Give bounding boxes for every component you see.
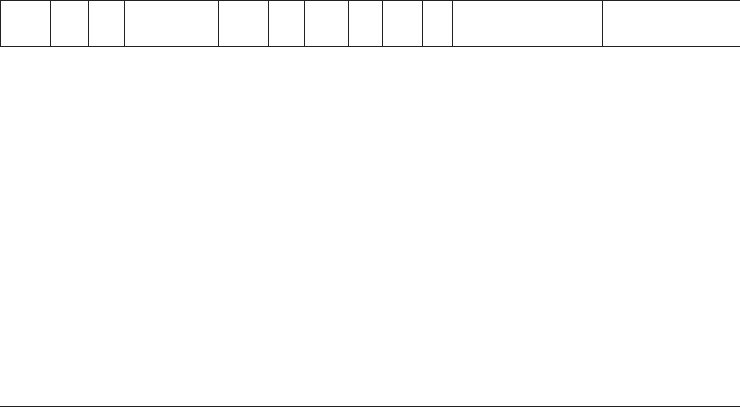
header-plan-desc xyxy=(125,1,219,47)
header-height-limit xyxy=(383,1,423,47)
header-area xyxy=(219,1,269,47)
header-far xyxy=(269,1,305,47)
header-density xyxy=(305,1,349,47)
header-nature xyxy=(51,1,89,47)
header-compat xyxy=(453,1,603,47)
header-green-ratio xyxy=(349,1,383,47)
land-use-control-table xyxy=(0,0,740,47)
header-entry-direction xyxy=(423,1,453,47)
header-row xyxy=(1,1,740,47)
header-code xyxy=(1,1,51,47)
header-sponge xyxy=(603,1,740,47)
header-class-code xyxy=(89,1,125,47)
